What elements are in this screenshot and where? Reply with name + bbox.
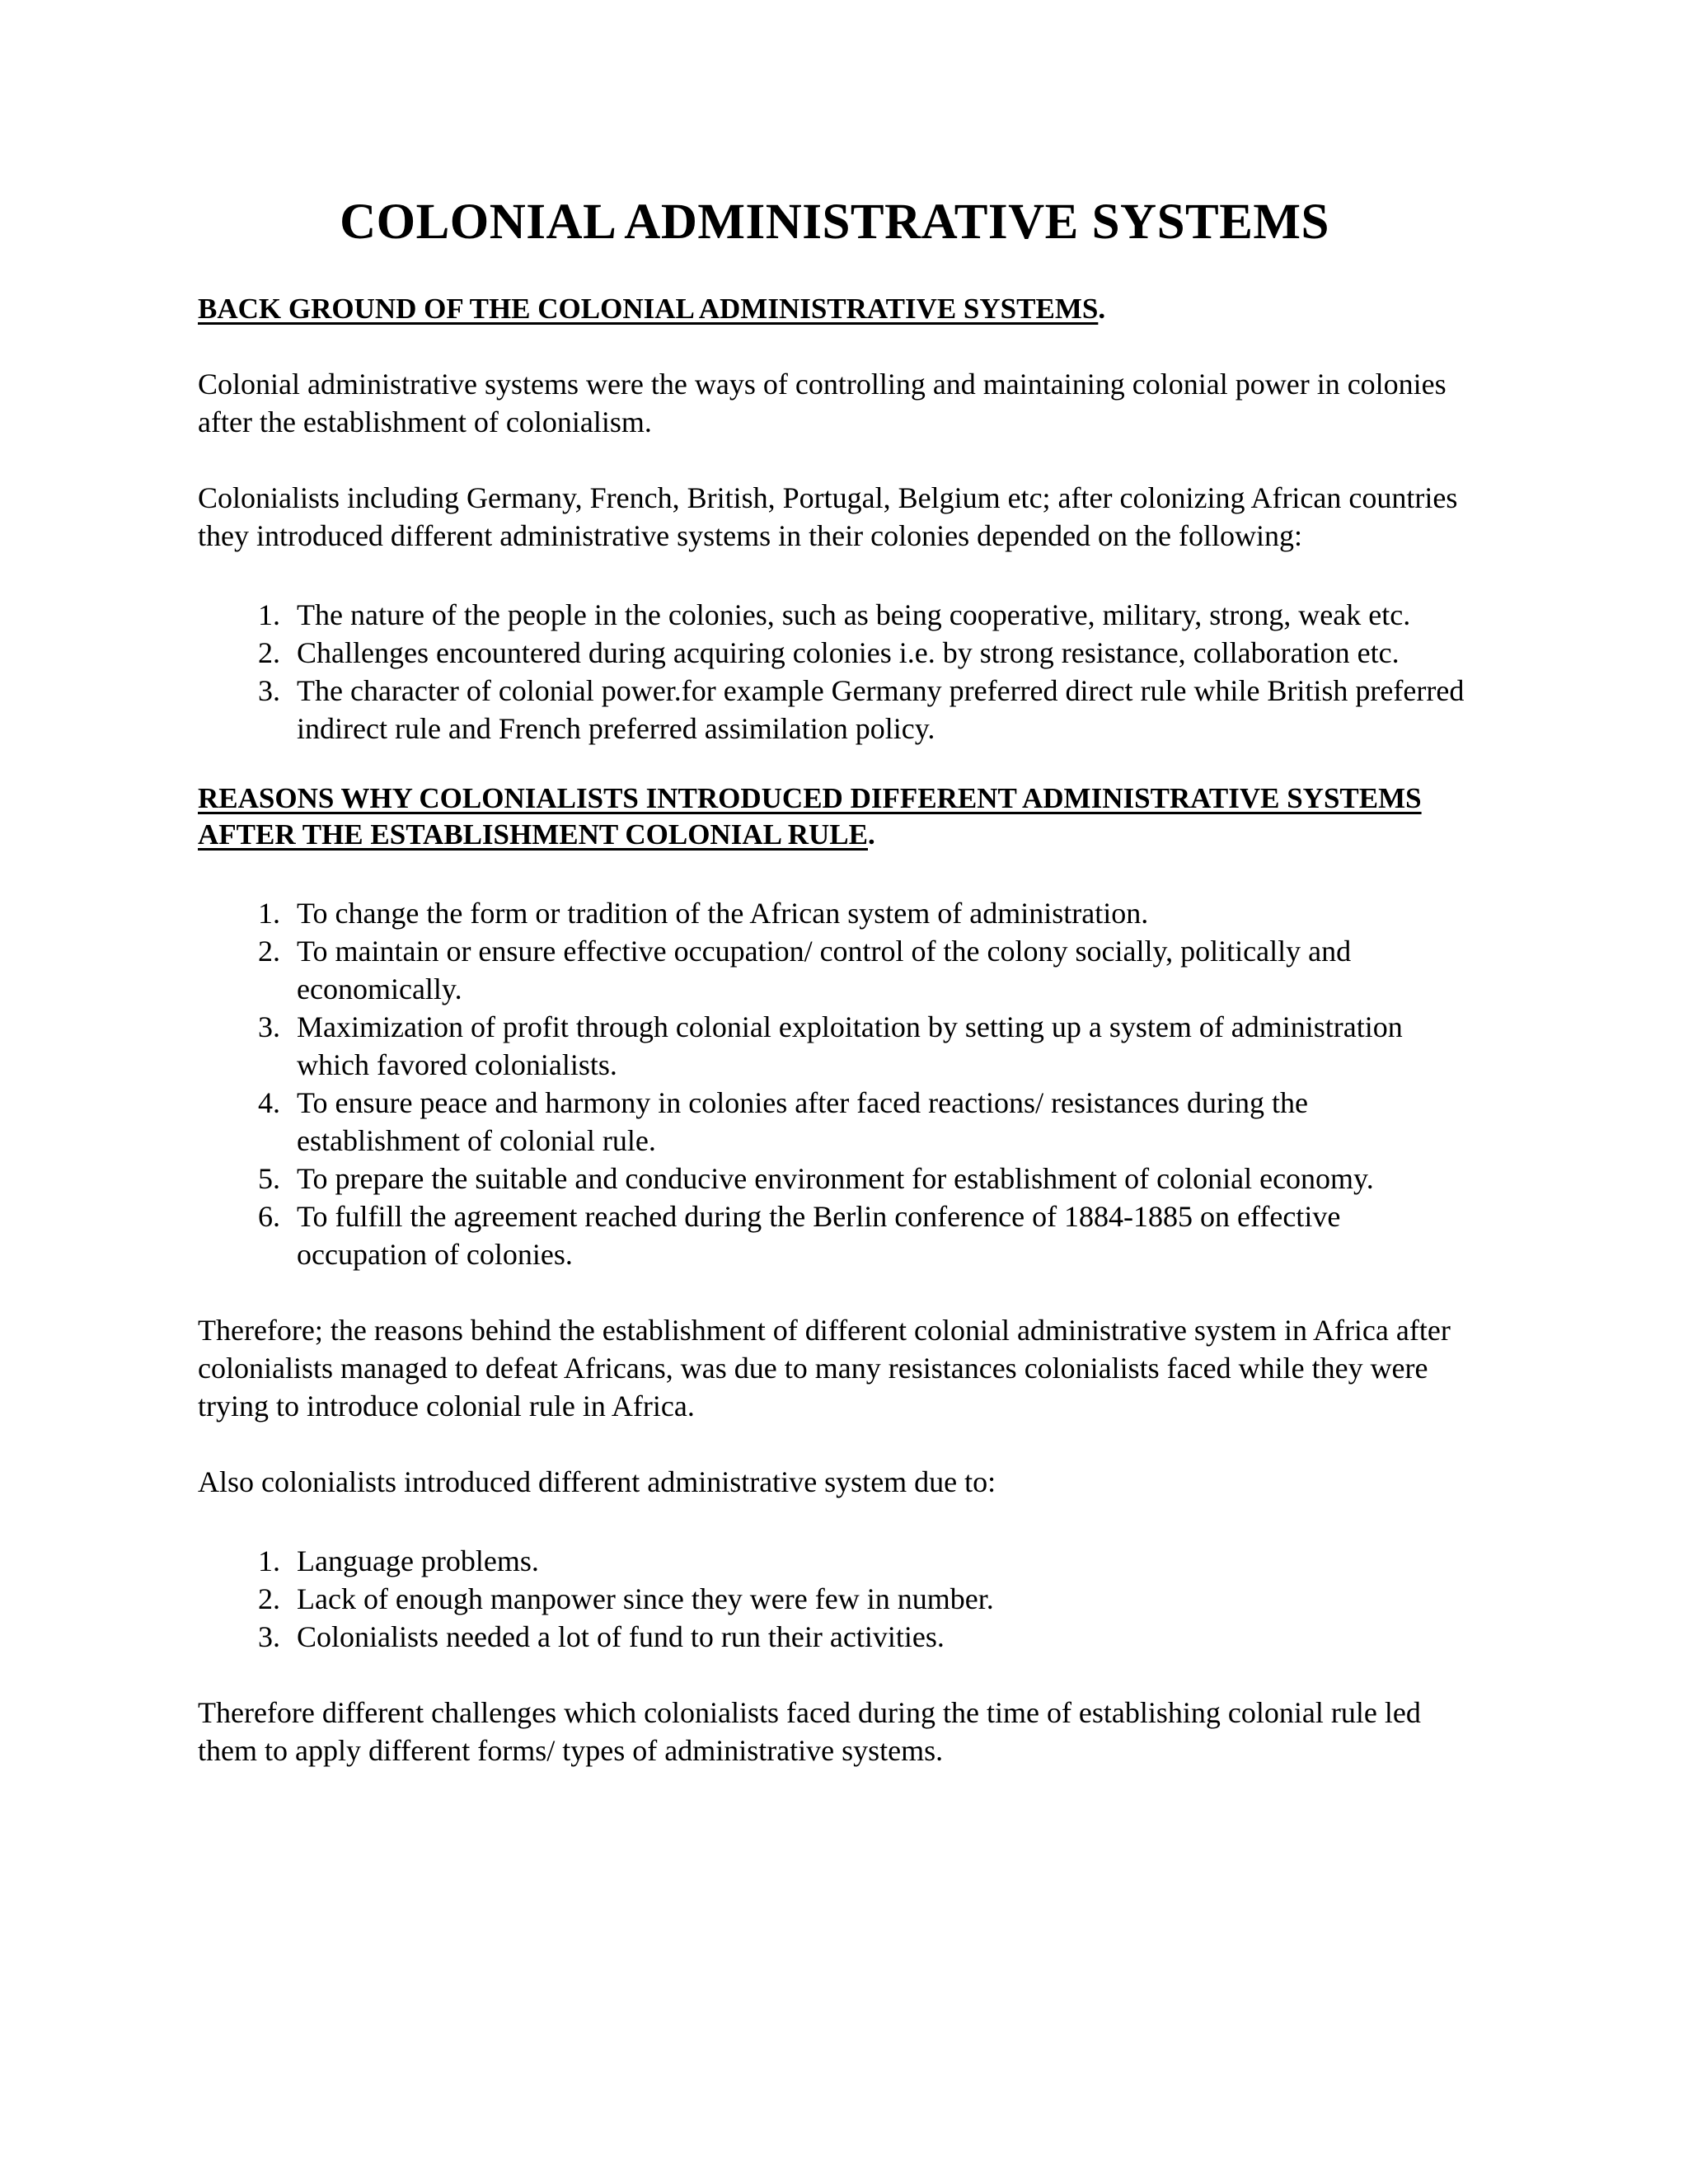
list-item-text: To ensure peace and harmony in colonies after faced reactions/ resistances during the establishment of colonial rule.	[297, 1086, 1308, 1157]
list-item	[198, 1618, 1471, 1656]
list-item-number: 1.	[258, 1544, 280, 1577]
list-item-number: 1.	[258, 598, 280, 631]
list-item-number: 5.	[258, 1162, 280, 1195]
list-item-number: 3.	[258, 1010, 280, 1043]
list-item	[198, 634, 1471, 672]
list-item	[198, 672, 1471, 748]
list-item-text: Language problems.	[297, 1544, 539, 1577]
list-item-text: To fulfill the agreement reached during the Berlin conference of 1884-1885 on effective occupation of colonies.	[297, 1200, 1341, 1271]
list-item-text: The nature of the people in the colonies, such as being cooperative, military, strong, weak etc.	[297, 598, 1411, 631]
list-item-text: Maximization of profit through colonial exploitation by setting up a system of administration which favored colonialists.	[297, 1010, 1403, 1081]
list-item-text: Challenges encountered during acquiring colonies i.e. by strong resistance, collaboration etc.	[297, 636, 1400, 669]
paragraph-definition: Colonial administrative systems were the ways of controlling and maintaining colonial power in colonies after the establishment of colonialism.	[198, 368, 1447, 438]
list-item	[198, 1580, 1471, 1618]
reasons-list	[198, 894, 1471, 1273]
list-item-text: To change the form or tradition of the African system of administration.	[297, 897, 1149, 930]
section-heading-reasons-period: .	[868, 818, 875, 851]
list-item	[198, 596, 1471, 634]
list-item-number: 2.	[258, 1582, 280, 1615]
document-content	[198, 194, 1471, 1769]
paragraph-also-colonialists: Also colonialists introduced different administrative system due to:	[198, 1465, 996, 1498]
list-item-number: 2.	[258, 935, 280, 968]
list-item	[198, 1197, 1471, 1273]
paragraph-therefore-challenges: Therefore different challenges which colonialists faced during the time of establishing colonial rule led them to apply different forms/ types of administrative systems.	[198, 1696, 1421, 1767]
list-item-text: To maintain or ensure effective occupation/ control of the colony socially, politically and economically.	[297, 935, 1352, 1005]
list-item-number: 3.	[258, 674, 280, 707]
list-item-number: 4.	[258, 1086, 280, 1119]
list-item-number: 3.	[258, 1620, 280, 1653]
section-heading-background-period: .	[1098, 293, 1106, 325]
list-item-text: Lack of enough manpower since they were few in number.	[297, 1582, 994, 1615]
section-heading-reasons	[198, 780, 1471, 853]
paragraph-therefore-reasons: Therefore; the reasons behind the establishment of different colonial administrative system in Africa after colonialists managed to defeat Africans, was due to many resistances colonialists faced while they were trying to introduce colonial rule in Africa.	[198, 1314, 1451, 1422]
list-item	[198, 1084, 1471, 1160]
list-item-number: 2.	[258, 636, 280, 669]
list-item	[198, 1008, 1471, 1084]
section-heading-reasons-text: REASONS WHY COLONIALISTS INTRODUCED DIFFERENT ADMINISTRATIVE SYSTEMS AFTER THE ESTABLISHMENT COLONIAL RULE	[198, 782, 1422, 851]
section-heading-background	[198, 291, 1471, 327]
list-item	[198, 1542, 1471, 1580]
paragraph-colonialists-intro: Colonialists including Germany, French, British, Portugal, Belgium etc; after colonizing African countries they introduced different administrative systems in their colonies depended on the following:	[198, 481, 1458, 552]
list-item	[198, 1160, 1471, 1197]
list-item-text: Colonialists needed a lot of fund to run their activities.	[297, 1620, 945, 1653]
list-item	[198, 932, 1471, 1008]
list-item-number: 1.	[258, 897, 280, 930]
list-item-text: The character of colonial power.for example Germany preferred direct rule while British preferred indirect rule and French preferred assimilation policy.	[297, 674, 1465, 745]
list-item-text: To prepare the suitable and conducive environment for establishment of colonial economy.	[297, 1162, 1374, 1195]
document-title: COLONIAL ADMINISTRATIVE SYSTEMS	[340, 194, 1329, 250]
causes-list	[198, 1542, 1471, 1656]
section-heading-background-text: BACK GROUND OF THE COLONIAL ADMINISTRATIVE SYSTEMS	[198, 293, 1099, 325]
list-item-number: 6.	[258, 1200, 280, 1233]
list-item	[198, 894, 1471, 932]
factors-list	[198, 596, 1471, 748]
